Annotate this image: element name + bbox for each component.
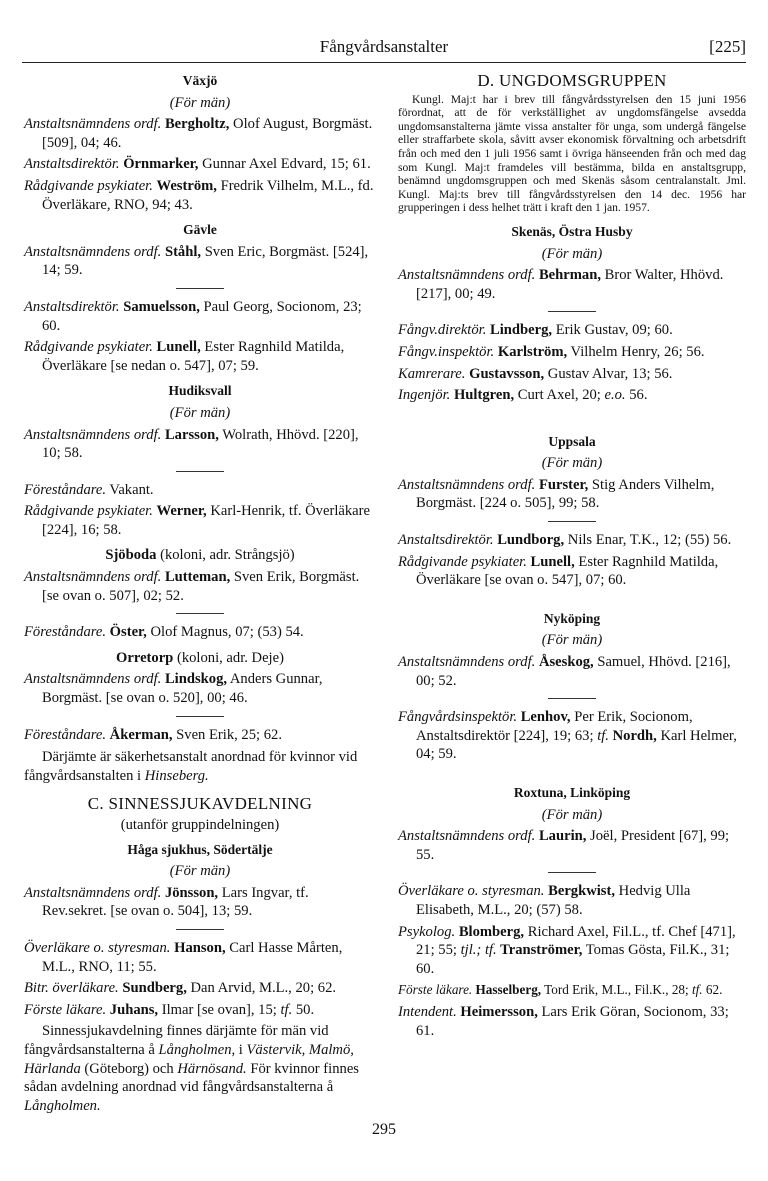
staff-entry: Kamrerare. Gustavsson, Gustav Alvar, 13; 56.	[398, 365, 673, 382]
note-paragraph: Sinnessjukavdelning finnes därjämte för män vid fångvårdsanstalterna å Långholmen, i Västervik, Malmö, Härlanda (Göteborg) och Härnösand. För kvinnor finnes sådan avdelning anordnad vid fångvårdsanstalterna å Långholmen.	[24, 1023, 359, 1114]
header-page-number: [225]	[709, 37, 746, 56]
staff-entry: Anstaltsnämndens ordf. Lutteman, Sven Erik, Borgmäst. [se ovan o. 507], 02; 52.	[24, 569, 360, 604]
place-heading: Gävle	[183, 222, 217, 238]
staff-entry: Föreståndare. Åkerman, Sven Erik, 25; 62.	[24, 726, 282, 743]
place-subtitle: (För män)	[541, 245, 603, 262]
staff-entry: Rådgivande psykiater. Werner, Karl-Henrik, tf. Överläkare [224], 16; 58.	[24, 503, 370, 538]
staff-entry: Anstaltsnämndens ordf. Åseskog, Samuel, Hhövd. [216], 00; 52.	[398, 654, 731, 689]
place-subtitle: (För män)	[169, 863, 231, 880]
section-d-title: D. UNGDOMSGRUPPEN	[477, 71, 667, 90]
header-title: Fångvårdsanstalter	[319, 37, 449, 56]
staff-entry: Förste läkare. Hasselberg, Tord Erik, M.L., Fil.K., 28; tf. 62.	[398, 982, 723, 998]
staff-entry: Fångv.direktör. Lindberg, Erik Gustav, 09; 60.	[398, 322, 673, 339]
right-column	[398, 72, 746, 1043]
running-header	[22, 36, 746, 63]
staff-entry: Anstaltsdirektör. Samuelsson, Paul Georg, Socionom, 23; 60.	[24, 298, 362, 334]
staff-entry: Föreståndare. Öster, Olof Magnus, 07; (53) 54.	[24, 624, 304, 641]
place-heading: Skenäs, Östra Husby	[511, 223, 633, 239]
staff-entry: Bitr. överläkare. Sundberg, Dan Arvid, M.L., 20; 62.	[24, 980, 337, 997]
staff-entry: Anstaltsnämndens ordf. Lindskog, Anders Gunnar, Borgmäst. [se ovan o. 520], 00; 46.	[24, 671, 323, 707]
place-heading: Uppsala	[548, 433, 596, 449]
staff-entry: Anstaltsdirektör. Lundborg, Nils Enar, T.K., 12; (55) 56.	[398, 532, 732, 549]
place-heading: Roxtuna, Linköping	[513, 785, 631, 800]
staff-entry: Rådgivande psykiater. Lunell, Ester Ragnhild Matilda, Överläkare [se nedan o. 547], 07; 59.	[24, 339, 345, 374]
section-c-title: C. SINNESSJUKAVDELNING	[87, 794, 313, 814]
staff-entry: Överläkare o. styresman. Bergkwist, Hedvig Ulla Elisabeth, M.L., 20; (57) 58.	[398, 883, 691, 918]
separator-rule	[176, 716, 224, 717]
separator-rule	[548, 311, 596, 312]
place-subtitle: (För män)	[541, 455, 603, 472]
staff-entry: Anstaltsnämndens ordf. Bergholtz, Olof August, Borgmäst. [509], 04; 46.	[24, 116, 373, 151]
footer-page-number: 295	[372, 1121, 396, 1138]
left-column	[24, 72, 376, 1119]
place-heading: Orretorp (koloni, adr. Deje)	[116, 649, 284, 666]
staff-entry: Rådgivande psykiater. Weström, Fredrik Vilhelm, M.L., fd. Överläkare, RNO, 94; 43.	[24, 177, 374, 213]
intro-paragraph: Kungl. Maj:t har i brev till fångvårdsstyrelsen den 15 juni 1956 förordnat, att de för verkstälIighet av ungdomsfängelse avsedda ungdomsanstalterna jämte vissa anstalter för unga, som undergå fängelse eller straffarbete skola, såvitt avser ekonomisk förvaltning och arbetsdrift från och med den 1 juli 1956 samt i övriga hänseenden från och med dag som Kungl. Maj:t framdeles vill bestämma, bilda en anstaltsgrupp, benämnd ungdomsgruppen och med Skenäs såsom centralanstalt. Jml. Kungl. Maj:ts brev till fångvårdsstyrelsen den 14 dec. 1956 har grupperingen i dess helhet trätt i kraft den 1 jan. 1957.	[398, 92, 746, 215]
place-heading: Växjö	[182, 73, 218, 88]
separator-rule	[176, 929, 224, 930]
staff-entry: Anstaltsnämndens ordf. Larsson, Wolrath, Hhövd. [220], 10; 58.	[24, 426, 359, 462]
staff-entry: Anstaltsnämndens ordf. Laurin, Joël, President [67], 99; 55.	[398, 828, 730, 863]
staff-entry: Förste läkare. Juhans, Ilmar [se ovan], 15; tf. 50.	[24, 1001, 315, 1018]
place-subtitle: (För män)	[169, 404, 231, 421]
place-subtitle: (För män)	[541, 806, 603, 823]
separator-rule	[548, 698, 596, 699]
staff-entry: Rådgivande psykiater. Lunell, Ester Ragnhild Matilda, Överläkare [se ovan o. 547], 07; 60.	[398, 553, 719, 589]
separator-rule	[176, 613, 224, 614]
place-subtitle: (För män)	[541, 632, 603, 649]
staff-entry: Psykolog. Blomberg, Richard Axel, Fil.L., tf. Chef [471], 21; 55; tjl.; tf. Tranströmer, Tomas Gösta, Fil.K., 31; 60.	[398, 923, 736, 977]
staff-entry: Anstaltsnämndens ordf. Ståhl, Sven Eric, Borgmäst. [524], 14; 59.	[24, 243, 369, 279]
separator-rule	[548, 872, 596, 873]
staff-entry: Intendent. Heimersson, Lars Erik Göran, Socionom, 33; 61.	[398, 1003, 729, 1039]
staff-entry: Överläkare o. styresman. Hanson, Carl Hasse Mårten, M.L., RNO, 11; 55.	[24, 939, 343, 975]
staff-entry: Fångvårdsinspektör. Lenhov, Per Erik, Socionom, Anstaltsdirektör [224], 19; 63; tf. Nordh, Karl Helmer, 04; 59.	[398, 709, 737, 763]
staff-entry: Föreståndare. Vakant.	[24, 481, 154, 498]
staff-entry: Anstaltsdirektör. Örnmarker, Gunnar Axel Edvard, 15; 61.	[24, 156, 371, 173]
separator-rule	[548, 521, 596, 522]
staff-entry: Ingenjör. Hultgren, Curt Axel, 20; e.o. 56.	[398, 387, 648, 404]
separator-rule	[176, 471, 224, 472]
staff-entry: Anstaltsnämndens ordf. Behrman, Bror Walter, Hhövd. [217], 00; 49.	[398, 267, 724, 302]
place-heading: Hudiksvall	[168, 383, 232, 399]
separator-rule	[176, 288, 224, 289]
staff-entry: Fångv.inspektör. Karlström, Vilhelm Henry, 26; 56.	[398, 343, 705, 360]
place-heading: Nyköping	[543, 610, 601, 626]
staff-entry: Anstaltsnämndens ordf. Furster, Stig Anders Vilhelm, Borgmäst. [224 o. 505], 99; 58.	[398, 476, 715, 512]
note-paragraph: Därjämte är säkerhetsanstalt anordnad för kvinnor vid fångvårdsanstalten i Hinseberg.	[24, 749, 358, 784]
place-subtitle: (För män)	[169, 94, 231, 111]
staff-entry: Anstaltsnämndens ordf. Jönsson, Lars Ingvar, tf. Rev.sekret. [se ovan o. 504], 13; 59.	[24, 884, 309, 920]
place-heading: Håga sjukhus, Södertälje	[127, 841, 273, 857]
place-heading: Sjöboda (koloni, adr. Strångsjö)	[105, 547, 295, 564]
section-c-subtitle: (utanför gruppindelningen)	[120, 817, 280, 833]
